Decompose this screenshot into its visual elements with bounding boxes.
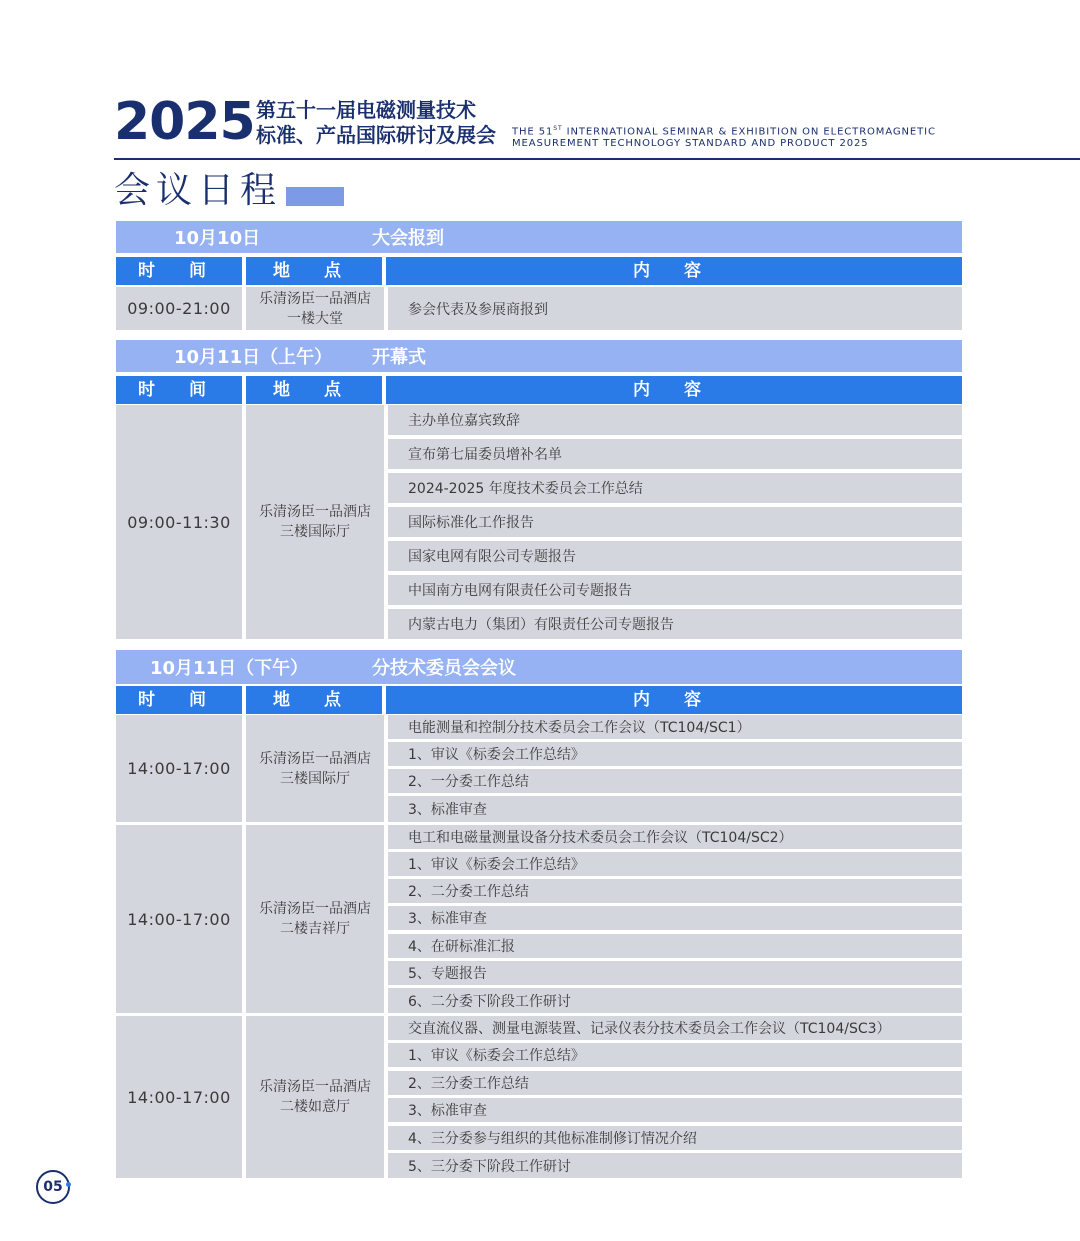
header-divider [114, 158, 1080, 160]
header-title-cn [256, 98, 496, 148]
header-title-en-post: INTERNATIONAL SEMINAR & EXHIBITION ON ELECTROMAGNETIC [562, 126, 936, 138]
location-line2: 三楼国际厅 [280, 770, 350, 787]
location-line2: 一楼大堂 [287, 310, 343, 327]
content-row: 3、标准审查 [388, 796, 962, 822]
section-name: 开幕式 [372, 347, 426, 368]
column-location: 地 点 [246, 257, 382, 285]
header-year: 2025 [114, 92, 255, 152]
column-time: 时 间 [116, 686, 242, 714]
content-row: 1、审议《标委会工作总结》 [388, 1043, 962, 1067]
header-title-cn-line1: 第五十一届电磁测量技术 [256, 98, 476, 122]
content-row: 中国南方电网有限责任公司专题报告 [388, 575, 962, 605]
content-row: 宣布第七届委员增补名单 [388, 439, 962, 469]
location-line2: 三楼国际厅 [280, 524, 350, 540]
time-cell: 14:00-17:00 [116, 715, 242, 822]
location-line1: 乐清汤臣一品酒店 [259, 750, 371, 767]
content-row: 2024-2025 年度技术委员会工作总结 [388, 473, 962, 503]
content-row: 5、专题报告 [388, 961, 962, 985]
column-time: 时 间 [116, 257, 242, 285]
section-date: 10月11日（下午） [150, 658, 309, 679]
section-name: 分技术委员会会议 [372, 658, 516, 679]
content-row: 6、二分委下阶段工作研讨 [388, 988, 962, 1013]
column-header-row [116, 257, 964, 285]
content-row: 国际标准化工作报告 [388, 507, 962, 537]
page-title: 会议日程 [114, 170, 283, 211]
content-row: 交直流仪器、测量电源装置、记录仪表分技术委员会工作会议（TC104/SC3） [388, 1016, 962, 1040]
time-cell: 14:00-17:00 [116, 825, 242, 1013]
content-row: 3、标准审查 [388, 1098, 962, 1122]
column-header-row [116, 686, 964, 714]
header-title-cn-line2: 标准、产品国际研讨及展会 [256, 123, 496, 147]
content-row: 电工和电磁量测量设备分技术委员会工作会议（TC104/SC2） [388, 825, 962, 849]
section-date: 10月10日 [174, 228, 261, 249]
content-row: 参会代表及参展商报到 [388, 287, 962, 330]
location-line1: 乐清汤臣一品酒店 [259, 901, 371, 917]
location-line2: 二楼如意厅 [280, 1099, 350, 1115]
column-location: 地 点 [246, 686, 382, 714]
location-line1: 乐清汤臣一品酒店 [259, 1079, 371, 1095]
header-title-en [512, 123, 936, 150]
header-title-en-line2: MEASUREMENT TECHNOLOGY STANDARD AND PRODUCT 2025 [512, 138, 869, 150]
column-time: 时 间 [116, 376, 242, 404]
location-line1: 乐清汤臣一品酒店 [259, 290, 371, 307]
content-row: 内蒙古电力（集团）有限责任公司专题报告 [388, 609, 962, 639]
section-header-registration [116, 221, 962, 253]
column-header-row [116, 376, 964, 404]
time-cell: 09:00-21:00 [116, 287, 242, 330]
content-row: 国家电网有限公司专题报告 [388, 541, 962, 571]
column-content: 内 容 [386, 257, 962, 285]
content-row: 2、三分委工作总结 [388, 1071, 962, 1095]
content-row: 电能测量和控制分技术委员会工作会议（TC104/SC1） [388, 715, 962, 739]
header-title-en-pre: THE 51 [512, 126, 554, 138]
content-row: 4、在研标准汇报 [388, 934, 962, 958]
page-number: 05 [36, 1170, 70, 1204]
page-number-dot-icon [66, 1182, 71, 1187]
location-line1: 乐清汤臣一品酒店 [259, 504, 371, 520]
header-title-en-sup: ST [553, 125, 563, 132]
content-row: 3、标准审查 [388, 906, 962, 930]
title-accent-bar [286, 187, 344, 206]
column-location: 地 点 [246, 376, 382, 404]
content-row: 5、三分委下阶段工作研讨 [388, 1153, 962, 1178]
column-content: 内 容 [386, 376, 962, 404]
location-cell [246, 405, 384, 639]
location-cell [246, 1016, 384, 1178]
section-date: 10月11日（上午） [174, 347, 333, 368]
time-cell: 09:00-11:30 [116, 405, 242, 639]
location-cell [246, 715, 384, 822]
section-header-subcommittee [116, 650, 962, 684]
section-header-opening [116, 340, 962, 372]
location-line2: 二楼吉祥厅 [280, 921, 350, 937]
content-row: 4、三分委参与组织的其他标准制修订情况介绍 [388, 1126, 962, 1150]
content-row: 1、审议《标委会工作总结》 [388, 852, 962, 876]
location-cell [246, 825, 384, 1013]
time-cell: 14:00-17:00 [116, 1016, 242, 1178]
section-name: 大会报到 [372, 228, 444, 249]
content-row: 2、二分委工作总结 [388, 879, 962, 903]
content-row: 1、审议《标委会工作总结》 [388, 742, 962, 766]
content-row: 2、一分委工作总结 [388, 769, 962, 793]
column-content: 内 容 [386, 686, 962, 714]
content-row: 主办单位嘉宾致辞 [388, 405, 962, 435]
location-cell [246, 287, 384, 330]
